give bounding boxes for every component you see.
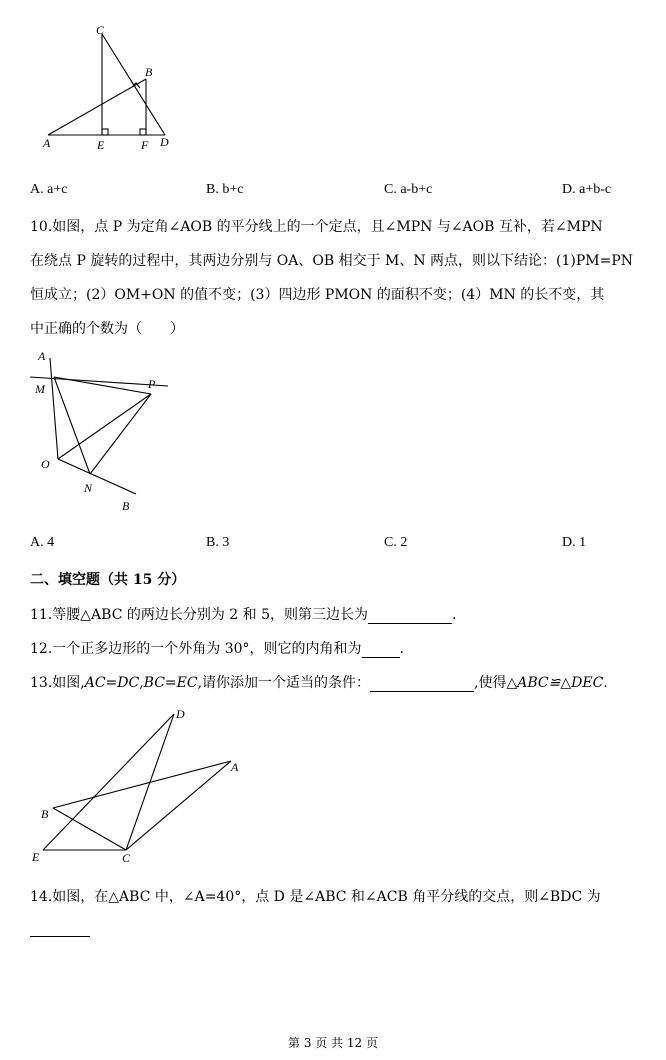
q13-prefix: 13.如图, [30,675,85,691]
q13-congruence: △ABC≌△DEC [506,675,604,691]
q9-option-d[interactable]: D. a+b-c [562,182,612,197]
fig2-label-p: P [148,377,156,391]
fig3-label-a: A [231,760,239,774]
q10-line-2: 在绕点 P 旋转的过程中，其两边分别与 OA、OB 相交于 M、N 两点，则以下结论：(1)PM=PN [30,253,634,269]
q13-mid: ,请你添加一个适当的条件： [197,675,371,691]
page-footer: 第 3 页 共 12 页 [288,1036,378,1050]
fig1-label-a: A [43,136,51,150]
q11 [30,604,456,624]
q12 [30,638,404,658]
q13 [30,672,608,692]
fig3-label-d: D [176,707,185,721]
q13-condition-2: BC=EC [143,675,198,691]
q12-end: . [399,641,404,657]
q13-sep: , [139,675,144,691]
q9-option-c[interactable]: C. a-b+c [384,182,433,197]
q9-option-a[interactable]: A. a+c [30,182,68,197]
fig2-label-a: A [38,349,46,363]
q11-answer-blank[interactable] [368,609,452,624]
fig2-label-n: N [84,481,93,495]
q14-text: 14.如图，在△ABC 中，∠A=40°，点 D 是∠ABC 和∠ACB 角平分线的交点，则∠BDC 为 [30,889,601,905]
fig2-label-b: B [122,499,130,513]
q13-answer-blank[interactable] [370,677,474,692]
q10-line-3: 恒成立；(2）OM+ON 的值不变；(3）四边形 PMON 的面积不变；(4）MN 的长不变，其 [30,287,605,303]
q9-option-b[interactable]: B. b+c [206,182,244,197]
fig3-label-b: B [41,807,49,821]
fig2-label-m: M [35,382,45,396]
fig2-label-o: O [41,457,50,471]
q11-text: 11.等腰△ABC 的两边长分别为 2 和 5，则第三边长为 [30,607,369,623]
fig1-label-e: E [97,138,105,152]
q10-option-b[interactable]: B. 3 [206,535,230,550]
fig3-label-e: E [32,850,40,864]
q12-text: 12.一个正多边形的一个外角为 30°，则它的内角和为 [30,641,362,657]
q13-condition-1: AC=DC [84,675,140,691]
q10-option-a[interactable]: A. 4 [30,535,55,550]
q13-after: ,使得 [474,675,507,691]
q10-line-1: 10.如图，点 P 为定角∠AOB 的平分线上的一个定点，且∠MPN 与∠AOB 互补，若∠MPN [30,219,603,235]
fig1-label-d: D [160,135,169,149]
q11-end: . [452,607,457,623]
figure-triangles-abc-dec [28,704,258,870]
figure-triangle-abcd [40,22,180,154]
fig1-label-f: F [141,138,149,152]
section-title-fill-blank: 二、填空题（共 15 分） [30,572,186,588]
q10-option-d[interactable]: D. 1 [562,535,587,550]
fig1-label-b: B [145,65,153,79]
fig3-label-c: C [122,851,131,865]
fig1-label-c: C [96,23,105,37]
q13-end: . [603,675,608,691]
q12-answer-blank[interactable] [362,643,400,658]
figure-angle-aob [28,344,178,516]
q10-line-4: 中正确的个数为（ ） [30,321,184,337]
q10-option-c[interactable]: C. 2 [384,535,408,550]
q14-answer-blank[interactable] [30,922,90,937]
